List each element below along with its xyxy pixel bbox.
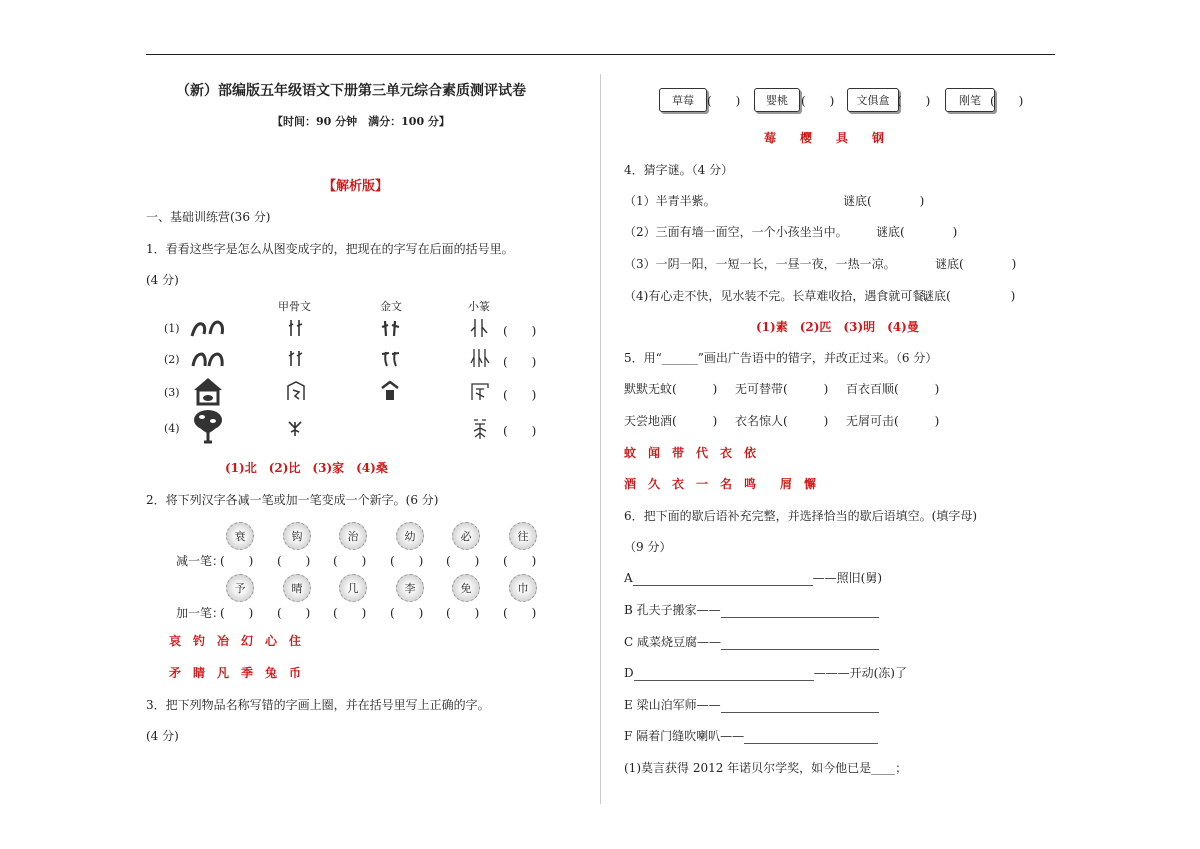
proverb-prefix: D [624,666,634,680]
q3-text: 3．把下列物品名称写错的字画上圈，并在括号里写上正确的字。 [146,698,490,712]
answer-paren[interactable]: ( ) [333,606,367,620]
blank-line[interactable] [744,743,878,744]
oracle-mulberry-icon [286,418,304,438]
pictograph-north-icon [190,316,226,340]
char-tile: 李 [396,574,424,602]
pictograph-compare-icon [190,346,226,370]
answer-paren[interactable]: ( ) [277,606,311,620]
answer-paren[interactable]: ( ) [220,606,254,620]
char-tile: 晴 [283,574,311,602]
plus-label: 加一笔： [176,606,225,620]
answer-paren[interactable]: ( ) [446,554,480,568]
proverb-line-f[interactable] [624,727,878,744]
riddle-question: （1）半青半紫。 [624,194,716,208]
q6-score: （9 分） [624,540,672,554]
ad-slogan[interactable]: 百衣百顺( ) [846,382,940,396]
proverb-prefix: F 隔着门缝吹喇叭—— [624,729,745,743]
item-box: 刚笔 [945,88,995,112]
row-num: (3) [164,386,180,399]
pictograph-mulberry-tree-icon [192,408,224,444]
row-num: (4) [164,422,180,435]
bronze-compare-icon [381,348,401,368]
riddle-question: （3）一阴一阳，一短一长，一昼一夜，一热一凉。 [624,257,896,271]
ad-slogan[interactable]: 无屑可击( ) [846,414,940,428]
proverb-prefix: E 梁山泊军师—— [624,698,721,712]
oracle-house-icon [286,380,306,402]
answer-paren[interactable]: ( ) [503,388,537,402]
char-tile: 几 [339,574,367,602]
seal-house-icon [470,380,490,402]
proverb-line-a[interactable] [624,569,882,586]
bronze-north-icon [381,318,401,338]
proverb-line-e[interactable] [624,696,879,713]
q3-score: (4 分) [146,729,179,743]
answer-paren[interactable]: ( ) [897,94,931,108]
riddle-answer-field[interactable]: 谜底( ) [922,289,1016,303]
seal-mulberry-icon [471,417,489,441]
top-rule [146,54,1055,55]
answer-paren[interactable]: ( ) [390,606,424,620]
char-tile: 治 [339,522,367,550]
answer-paren[interactable]: ( ) [503,355,537,369]
q5-text: 5．用“______”画出广告语中的错字，并改正过来。（6 分） [624,351,938,365]
proverb-suffix: ———开动(冻)了 [813,666,907,680]
char-tile: 免 [452,574,480,602]
answer-paren[interactable]: ( ) [277,554,311,568]
bronze-house-icon [380,380,400,402]
char-tile: 巾 [509,574,537,602]
answer-paren[interactable]: ( ) [446,606,480,620]
minus-label: 减一笔： [176,554,225,568]
blank-line[interactable] [634,680,814,681]
version-label: 【解析版】 [323,179,389,194]
answer-paren[interactable]: ( ) [390,554,424,568]
blank-line[interactable] [721,617,879,618]
answer-paren[interactable]: ( ) [503,554,537,568]
q1-score: (4 分) [146,273,179,287]
q5-answer-row2: 酒 久 衣 一 名 鸣 屑 懈 [624,477,817,491]
answer-paren[interactable]: ( ) [503,424,537,438]
riddle-answer-field[interactable]: 谜底( ) [935,257,1017,271]
q1-answer: (1)北 (2)比 (3)家 (4)桑 [225,461,388,475]
item-box: 草莓 [659,88,707,112]
riddle-answer-field[interactable]: 谜底( ) [876,225,958,239]
seal-north-icon [470,317,488,339]
page-title: （新）部编版五年级语文下册第三单元综合素质测评试卷 [176,83,526,99]
column-divider [600,74,601,804]
char-tile: 予 [226,574,254,602]
riddle-question: （2）三面有墙一面空，一个小孩坐当中。 [624,225,848,239]
row-num: (2) [164,353,180,366]
section-heading: 一、基础训练营(36 分) [146,210,271,224]
q5-answer-row1: 蚊 闻 带 代 衣 依 [624,446,757,460]
proverb-prefix: C 咸菜烧豆腐—— [624,635,721,649]
answer-paren[interactable]: ( ) [503,606,537,620]
q4-text: 4．猜字谜。（4 分） [624,163,734,177]
item-box: 文俱盒 [847,88,899,112]
riddle-answer-field[interactable]: 谜底( ) [843,194,925,208]
answer-paren[interactable]: ( ) [801,94,835,108]
q3-answer: 莓 樱 具 钢 [764,131,885,145]
col-header-oracle: 甲骨文 [278,300,311,313]
q1-text: 1．看看这些字是怎么从图变成字的，把现在的字写在后面的括号里。 [146,242,514,256]
answer-paren[interactable]: ( ) [503,324,537,338]
q2-answer-plus: 矛 睛 凡 季 兔 币 [169,666,302,680]
char-tile: 必 [452,522,480,550]
q2-text: 2．将下列汉字各减一笔或加一笔变成一个新字。(6 分) [146,493,439,507]
row-num: (1) [164,322,180,335]
blank-line[interactable] [721,649,879,650]
q6-text: 6．把下面的歇后语补充完整，并选择恰当的歇后语填空。(填字母) [624,509,978,523]
proverb-prefix: B 孔夫子搬家—— [624,603,721,617]
exam-meta: 【时间：90 分钟 满分：100 分】 [272,115,450,128]
answer-paren[interactable]: ( ) [707,94,741,108]
proverb-suffix: ——照旧(舅) [812,571,883,585]
blank-line[interactable] [633,585,813,586]
proverb-line-c[interactable] [624,633,879,650]
q4-answer: (1)素 (2)匹 (3)明 (4)曼 [756,320,919,334]
q2-answer-minus: 哀 钓 冶 幻 心 住 [169,634,302,648]
oracle-north-icon [287,318,305,338]
oracle-compare-icon [287,348,305,368]
char-tile: 钩 [283,522,311,550]
ad-slogan[interactable]: 衣名惊人( ) [735,414,829,428]
ad-slogan[interactable]: 无可替带( ) [735,382,829,396]
ad-slogan[interactable]: 天尝地酒( ) [624,414,718,428]
char-tile: 衰 [226,522,254,550]
proverb-prefix: A [624,571,633,585]
answer-paren[interactable]: ( ) [220,554,254,568]
ad-slogan[interactable]: 默默无蚊( ) [624,382,718,396]
blank-line[interactable] [721,712,879,713]
pictograph-house-icon [192,376,224,406]
seal-compare-icon [470,347,490,369]
proverb-line-b[interactable] [624,601,879,618]
answer-paren[interactable]: ( ) [990,94,1024,108]
col-header-seal: 小篆 [468,300,490,313]
q6-sub-question: (1)莫言获得 2012 年诺贝尔学奖，如今他已是____； [624,761,908,775]
char-tile: 幼 [396,522,424,550]
proverb-line-d[interactable] [624,664,907,681]
answer-paren[interactable]: ( ) [333,554,367,568]
item-box: 婴桃 [754,88,800,112]
col-header-bronze: 金文 [380,300,402,313]
char-tile: 往 [509,522,537,550]
riddle-question: （4)有心走不快，见水装不完。长草难收拾，遇食就可餐。 [624,289,937,303]
